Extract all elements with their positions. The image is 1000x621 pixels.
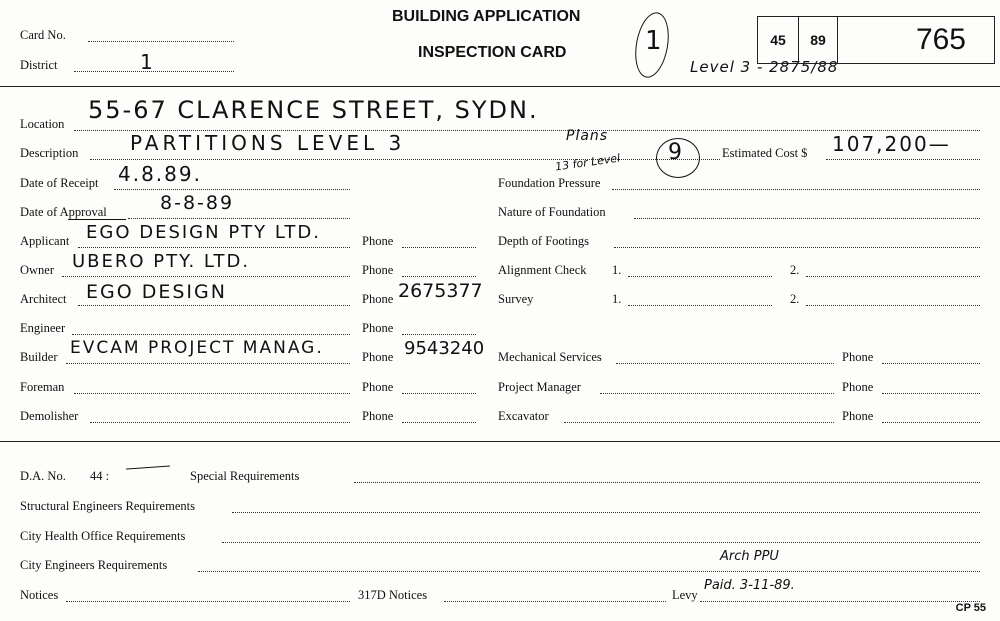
description-field[interactable] [90,159,720,160]
alignment-num1: 1. [612,263,622,277]
engineer-field[interactable] [72,334,350,335]
project-manager-phone-label: Phone [842,380,874,394]
date-receipt-field[interactable] [114,189,350,190]
applicant-value: EGO DESIGN PTY LTD. [86,222,322,243]
notices-317d-field[interactable] [444,601,666,602]
applicant-phone-field[interactable] [402,247,476,248]
demolisher-phone-label: Phone [362,409,394,423]
applicant-label: Applicant [20,234,70,248]
depth-footings-label: Depth of Footings [498,234,589,248]
description-label: Description [20,146,79,160]
notices-field[interactable] [66,601,350,602]
owner-phone-field[interactable] [402,276,476,277]
mechanical-label: Mechanical Services [498,350,602,364]
form-title-line1: BUILDING APPLICATION [392,8,581,25]
date-approval-field[interactable] [128,218,350,219]
survey-field-2[interactable] [806,305,980,306]
circled-number: 1 [645,26,664,56]
nature-foundation-label: Nature of Foundation [498,205,606,219]
mechanical-phone-label: Phone [842,350,874,364]
owner-field[interactable] [62,276,350,277]
box-number: 765 [915,23,966,56]
architect-phone-label: Phone [362,292,394,306]
city-eng-note: Arch PPU [720,549,779,564]
depth-footings-field[interactable] [614,247,980,248]
alignment-check-label: Alignment Check [498,263,587,277]
special-req-label: Special Requirements [190,469,300,483]
date-approval-value: 8-8-89 [160,192,235,214]
foreman-field[interactable] [74,393,350,394]
foreman-label: Foreman [20,380,65,394]
alignment-num2: 2. [790,263,800,277]
da-no-label: D.A. No. [20,469,66,483]
demolisher-phone-field[interactable] [402,422,476,423]
reference-note: Level 3 - 2875/88 [690,58,839,76]
plans-note: Plans [566,128,609,144]
applicant-phone-label: Phone [362,234,394,248]
box-b: 89 [799,17,838,63]
builder-label: Builder [20,350,58,364]
levy-label: Levy [672,588,698,602]
architect-field[interactable] [78,305,350,306]
location-label: Location [20,117,65,131]
city-eng-req-field[interactable] [198,571,980,572]
project-manager-phone-field[interactable] [882,393,980,394]
foreman-phone-field[interactable] [402,393,476,394]
date-receipt-label: Date of Receipt [20,176,99,190]
project-manager-field[interactable] [600,393,834,394]
date-approval-label: Date of Approval [20,205,107,219]
demolisher-field[interactable] [90,422,350,423]
da-no-dash [126,465,170,469]
engineer-phone-field[interactable] [402,334,476,335]
levy-value: Paid. 3-11-89. [704,578,795,593]
city-eng-req-label: City Engineers Requirements [20,558,168,572]
structural-req-field[interactable] [232,512,980,513]
footer-divider [0,441,1000,442]
health-req-label: City Health Office Requirements [20,529,186,543]
survey-field-1[interactable] [628,305,772,306]
survey-num1: 1. [612,292,622,306]
card-no-field[interactable] [88,41,234,42]
mechanical-field[interactable] [616,363,834,364]
builder-field[interactable] [66,363,350,364]
builder-value: EVCAM PROJECT MANAG. [70,338,324,358]
project-manager-label: Project Manager [498,380,581,394]
health-req-field[interactable] [222,542,980,543]
header-divider [0,86,1000,87]
form-title-line2: INSPECTION CARD [418,44,567,61]
circled-level: 9 [668,140,684,165]
levy-field[interactable] [700,601,980,602]
notices-317d-label: 317D Notices [358,588,428,602]
owner-value: UBERO PTY. LTD. [72,251,251,272]
notices-label: Notices [20,588,59,602]
architect-value: EGO DESIGN [86,281,227,303]
card-number-box [757,16,995,64]
excavator-label: Excavator [498,409,549,423]
excavator-field[interactable] [564,422,834,423]
structural-req-label: Structural Engineers Requirements [20,499,195,513]
card-no-label: Card No. [20,28,66,42]
builder-phone-label: Phone [362,350,394,364]
description-value: PARTITIONS LEVEL 3 [130,131,406,155]
estimated-cost-label: Estimated Cost $ [722,146,808,160]
demolisher-label: Demolisher [20,409,79,423]
engineer-label: Engineer [20,321,66,335]
special-req-field[interactable] [354,482,980,483]
da-no-value: 44 : [90,469,110,483]
foundation-pressure-field[interactable] [612,189,980,190]
survey-label: Survey [498,292,534,306]
estimated-cost-field[interactable] [826,159,980,160]
excavator-phone-field[interactable] [882,422,980,423]
owner-phone-label: Phone [362,263,394,277]
builder-phone-value: 9543240 [404,338,485,359]
foreman-phone-label: Phone [362,380,394,394]
survey-num2: 2. [790,292,800,306]
excavator-phone-label: Phone [842,409,874,423]
date-receipt-value: 4.8.89. [118,162,202,186]
applicant-field[interactable] [78,247,350,248]
architect-label: Architect [20,292,67,306]
architect-phone-value: 2675377 [398,280,483,302]
alignment-field-2[interactable] [806,276,980,277]
nature-foundation-field[interactable] [634,218,980,219]
location-value: 55-67 CLARENCE STREET, SYDN. [88,96,539,124]
plans-note-level: 13 for Level [554,151,621,174]
engineer-phone-label: Phone [362,321,394,335]
mechanical-phone-field[interactable] [882,363,980,364]
box-a: 45 [758,17,799,63]
foundation-pressure-label: Foundation Pressure [498,176,601,190]
alignment-field-1[interactable] [628,276,772,277]
form-code: CP 55 [955,602,986,614]
estimated-cost-value: 107,200— [832,132,951,156]
owner-label: Owner [20,263,55,277]
district-label: District [20,58,58,72]
district-value: 1 [140,50,155,74]
approval-underline [68,219,126,220]
